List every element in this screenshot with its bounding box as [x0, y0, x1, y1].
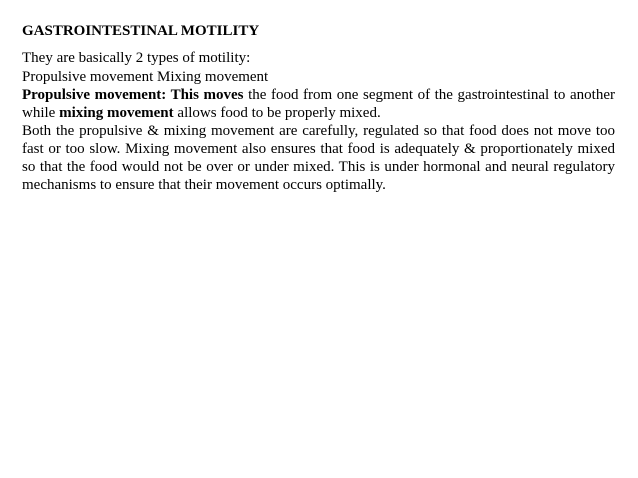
mixing-description: allows food to be properly mixed.: [173, 105, 381, 121]
intro-line-movements: Propulsive movement Mixing movement: [22, 69, 269, 85]
regulation-paragraph: Both the propulsive & mixing movement are carefully, regulated so that food does not move too fast or too slow. Mixing movement also ensures that food is adequately & proportionately mixed so that the food would not be over or under mixed. This is under hormonal and neural regulatory mechanisms to ensure that their movement occurs optimally.: [22, 123, 615, 193]
propulsive-description: the food from one segment of the gastrointestinal to another while: [22, 87, 615, 121]
slide-content: [22, 22, 615, 194]
propulsive-term: Propulsive movement: This moves: [22, 87, 244, 103]
propulsive-paragraph: [22, 86, 615, 122]
mixing-term: mixing movement: [59, 105, 174, 121]
intro-line-types: They are basically 2 types of motility:: [22, 50, 251, 66]
slide-title: GASTROINTESTINAL MOTILITY: [22, 23, 260, 39]
